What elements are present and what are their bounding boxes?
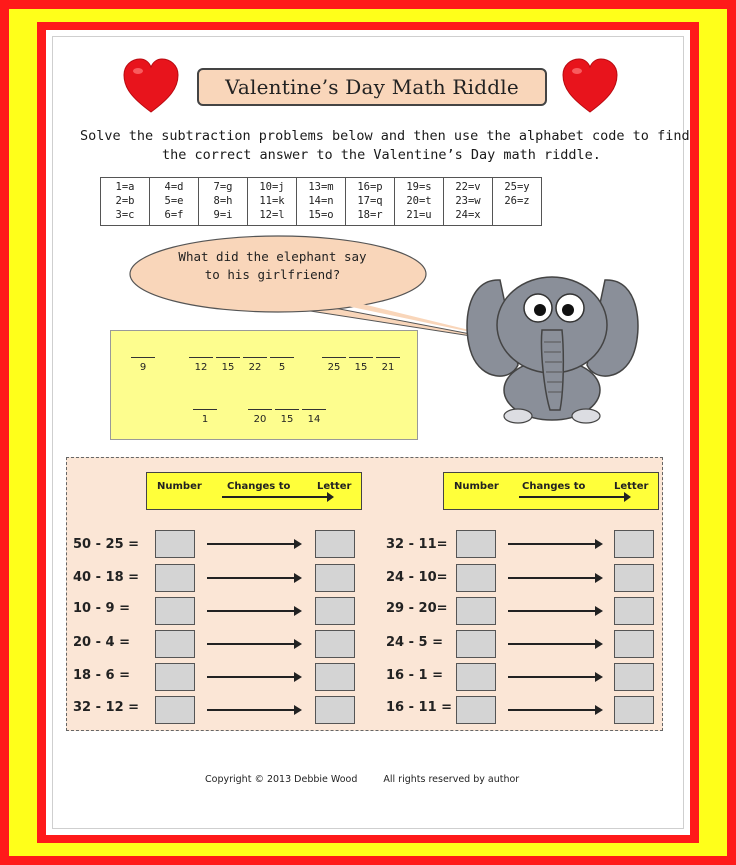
letter-answer-box[interactable] xyxy=(315,696,355,724)
code-cell: 7=g 8=h 9=i xyxy=(199,178,248,226)
arrow-icon xyxy=(207,643,299,645)
problem-label: 32 - 11= xyxy=(386,537,448,552)
page-title: Valentine’s Day Math Riddle xyxy=(197,68,547,106)
letter-answer-box[interactable] xyxy=(315,530,355,558)
table-header-right xyxy=(443,472,659,510)
instructions-line: the correct answer to the Valentine’s Day math riddle. xyxy=(162,147,601,163)
code-cell: 25=y 26=z xyxy=(493,178,542,226)
elephant-illustration xyxy=(460,270,645,430)
arrow-icon xyxy=(519,496,629,498)
arrow-icon xyxy=(222,496,332,498)
heart-icon xyxy=(122,58,180,114)
problem-label: 24 - 5 = xyxy=(386,635,444,650)
letter-answer-box[interactable] xyxy=(614,564,654,592)
arrow-icon xyxy=(508,577,600,579)
problem-label: 50 - 25 = xyxy=(73,537,140,552)
header-changes-to: Changes to xyxy=(522,481,586,492)
code-cell: 1=a 2=b 3=c xyxy=(101,178,150,226)
table-header-left xyxy=(146,472,362,510)
code-cell: 10=j 11=k 12=l xyxy=(248,178,297,226)
letter-answer-box[interactable] xyxy=(614,530,654,558)
copyright-text: Copyright © 2013 Debbie Wood xyxy=(205,774,358,785)
arrow-icon xyxy=(508,709,600,711)
number-answer-box[interactable] xyxy=(155,696,195,724)
number-answer-box[interactable] xyxy=(155,597,195,625)
problem-label: 18 - 6 = xyxy=(73,668,131,683)
instructions-line: Solve the subtraction problems below and then use the alphabet code to find xyxy=(80,128,690,144)
problem-label: 10 - 9 = xyxy=(73,601,131,616)
arrow-icon xyxy=(207,577,299,579)
problem-label: 16 - 11 = xyxy=(386,700,453,715)
number-answer-box[interactable] xyxy=(456,530,496,558)
letter-answer-box[interactable] xyxy=(315,663,355,691)
header-changes-to: Changes to xyxy=(227,481,291,492)
arrow-icon xyxy=(207,543,299,545)
instructions xyxy=(80,127,690,165)
code-cell: 16=p 17=q 18=r xyxy=(346,178,395,226)
arrow-icon xyxy=(207,676,299,678)
problem-label: 20 - 4 = xyxy=(73,635,131,650)
copyright-footer xyxy=(205,774,519,785)
code-cell: 19=s 20=t 21=u xyxy=(395,178,444,226)
rights-text: All rights reserved by author xyxy=(383,774,520,785)
number-answer-box[interactable] xyxy=(155,630,195,658)
problem-label: 40 - 18 = xyxy=(73,570,140,585)
answer-blanks-box: 9 12 15 22 5 25 15 21 1 20 15 14 xyxy=(110,330,418,440)
riddle-question xyxy=(165,248,380,284)
arrow-icon xyxy=(508,610,600,612)
riddle-line: to his girlfriend? xyxy=(204,267,341,282)
letter-answer-box[interactable] xyxy=(315,630,355,658)
number-answer-box[interactable] xyxy=(456,564,496,592)
letter-answer-box[interactable] xyxy=(315,597,355,625)
number-answer-box[interactable] xyxy=(456,597,496,625)
number-answer-box[interactable] xyxy=(155,663,195,691)
arrow-icon xyxy=(508,643,600,645)
letter-answer-box[interactable] xyxy=(614,696,654,724)
letter-answer-box[interactable] xyxy=(614,663,654,691)
arrow-icon xyxy=(207,610,299,612)
letter-answer-box[interactable] xyxy=(614,630,654,658)
number-answer-box[interactable] xyxy=(456,663,496,691)
header-number: Number xyxy=(454,481,499,492)
problem-label: 16 - 1 = xyxy=(386,668,444,683)
code-cell: 13=m 14=n 15=o xyxy=(297,178,346,226)
number-answer-box[interactable] xyxy=(456,696,496,724)
arrow-icon xyxy=(508,676,600,678)
code-cell: 22=v 23=w 24=x xyxy=(444,178,493,226)
number-answer-box[interactable] xyxy=(155,564,195,592)
header-letter: Letter xyxy=(317,481,352,492)
code-cell: 4=d 5=e 6=f xyxy=(150,178,199,226)
letter-answer-box[interactable] xyxy=(315,564,355,592)
riddle-line: What did the elephant say xyxy=(178,249,367,264)
problem-label: 32 - 12 = xyxy=(73,700,140,715)
heart-icon xyxy=(561,58,619,114)
arrow-icon xyxy=(508,543,600,545)
problem-label: 24 - 10= xyxy=(386,570,448,585)
header-number: Number xyxy=(157,481,202,492)
alphabet-code-table xyxy=(100,177,542,226)
number-answer-box[interactable] xyxy=(456,630,496,658)
header-letter: Letter xyxy=(614,481,649,492)
number-answer-box[interactable] xyxy=(155,530,195,558)
arrow-icon xyxy=(207,709,299,711)
letter-answer-box[interactable] xyxy=(614,597,654,625)
problem-label: 29 - 20= xyxy=(386,601,448,616)
